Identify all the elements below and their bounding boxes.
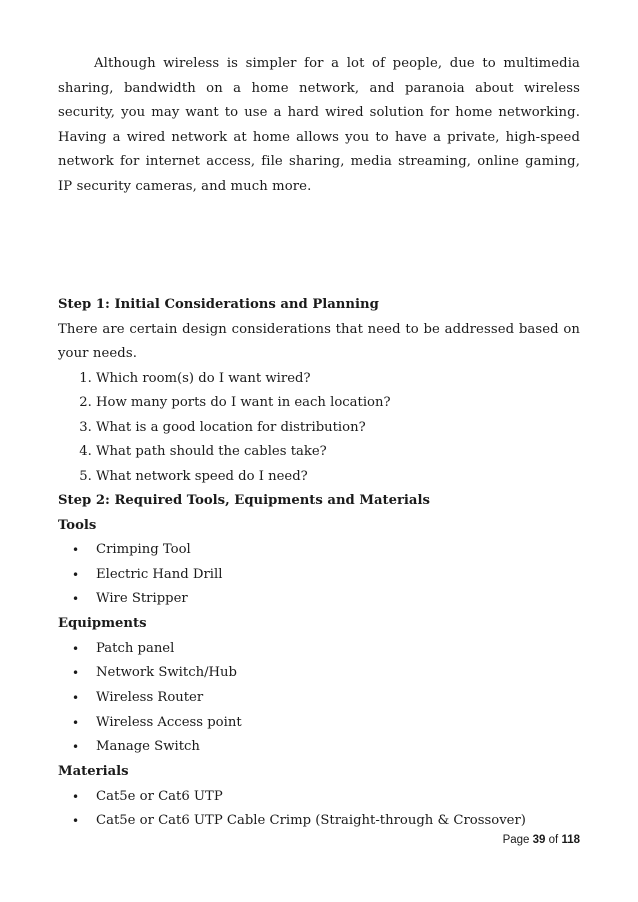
list-item: 2. How many ports do I want in each location?	[96, 391, 580, 416]
list-item: 1. Which room(s) do I want wired?	[96, 367, 580, 392]
list-item: 4. What path should the cables take?	[96, 440, 580, 465]
bullet-icon: •	[72, 592, 80, 607]
bullet-icon: •	[72, 641, 80, 656]
tools-heading: Tools	[58, 517, 97, 533]
of-word: of	[548, 834, 559, 846]
list-item: • Network Switch/Hub	[96, 661, 580, 686]
step2-heading: Step 2: Required Tools, Equipments and Materials	[58, 493, 430, 508]
list-item: • Cat5e or Cat6 UTP Cable Crimp (Straight-through & Crossover)	[96, 809, 580, 834]
list-item: • Crimping Tool	[96, 538, 580, 563]
current-page-number: 39	[532, 834, 546, 846]
list-item: • Patch panel	[96, 637, 580, 662]
step1-question-list	[58, 367, 580, 490]
page-number-footer	[503, 834, 580, 846]
bullet-icon: •	[72, 567, 80, 582]
page-word: Page	[502, 834, 530, 846]
bullet-icon: •	[72, 543, 80, 557]
bullet-icon: •	[72, 814, 80, 829]
bullet-icon: •	[72, 666, 80, 681]
intro-paragraph: Although wireless is simpler for a lot of people, due to multimedia sharing, bandwidth on a home network, and paranoia about wireless security, you may want to use a hard wired solution for home networking. Having a wired network at home allows you to have a private, high-speed network for internet access, file sharing, media streaming, online gaming, IP security cameras, and much more.	[58, 56, 580, 194]
bullet-icon: •	[72, 740, 80, 755]
materials-list	[58, 785, 580, 834]
list-item: • Wireless Access point	[96, 711, 580, 736]
list-item: • Wire Stripper	[96, 587, 580, 612]
materials-heading: Materials	[58, 764, 129, 780]
step1-heading: Step 1: Initial Considerations and Planning	[58, 297, 379, 312]
list-item: • Manage Switch	[96, 735, 580, 760]
bullet-icon: •	[72, 715, 80, 730]
list-item: • Electric Hand Drill	[96, 563, 580, 588]
list-item: 5. What network speed do I need?	[96, 465, 580, 490]
list-item: • Wireless Router	[96, 686, 580, 711]
tools-list	[58, 538, 580, 612]
steps-section	[58, 293, 580, 834]
bullet-icon: •	[72, 789, 80, 804]
bullet-icon: •	[72, 691, 80, 706]
list-item: 3. What is a good location for distribution?	[96, 416, 580, 441]
equipments-list	[58, 637, 580, 761]
total-pages-number: 118	[561, 834, 580, 846]
equipments-heading: Equipments	[58, 616, 147, 632]
step1-text: There are certain design considerations that need to be addressed based on your needs.	[58, 321, 580, 361]
list-item: • Cat5e or Cat6 UTP	[96, 785, 580, 810]
